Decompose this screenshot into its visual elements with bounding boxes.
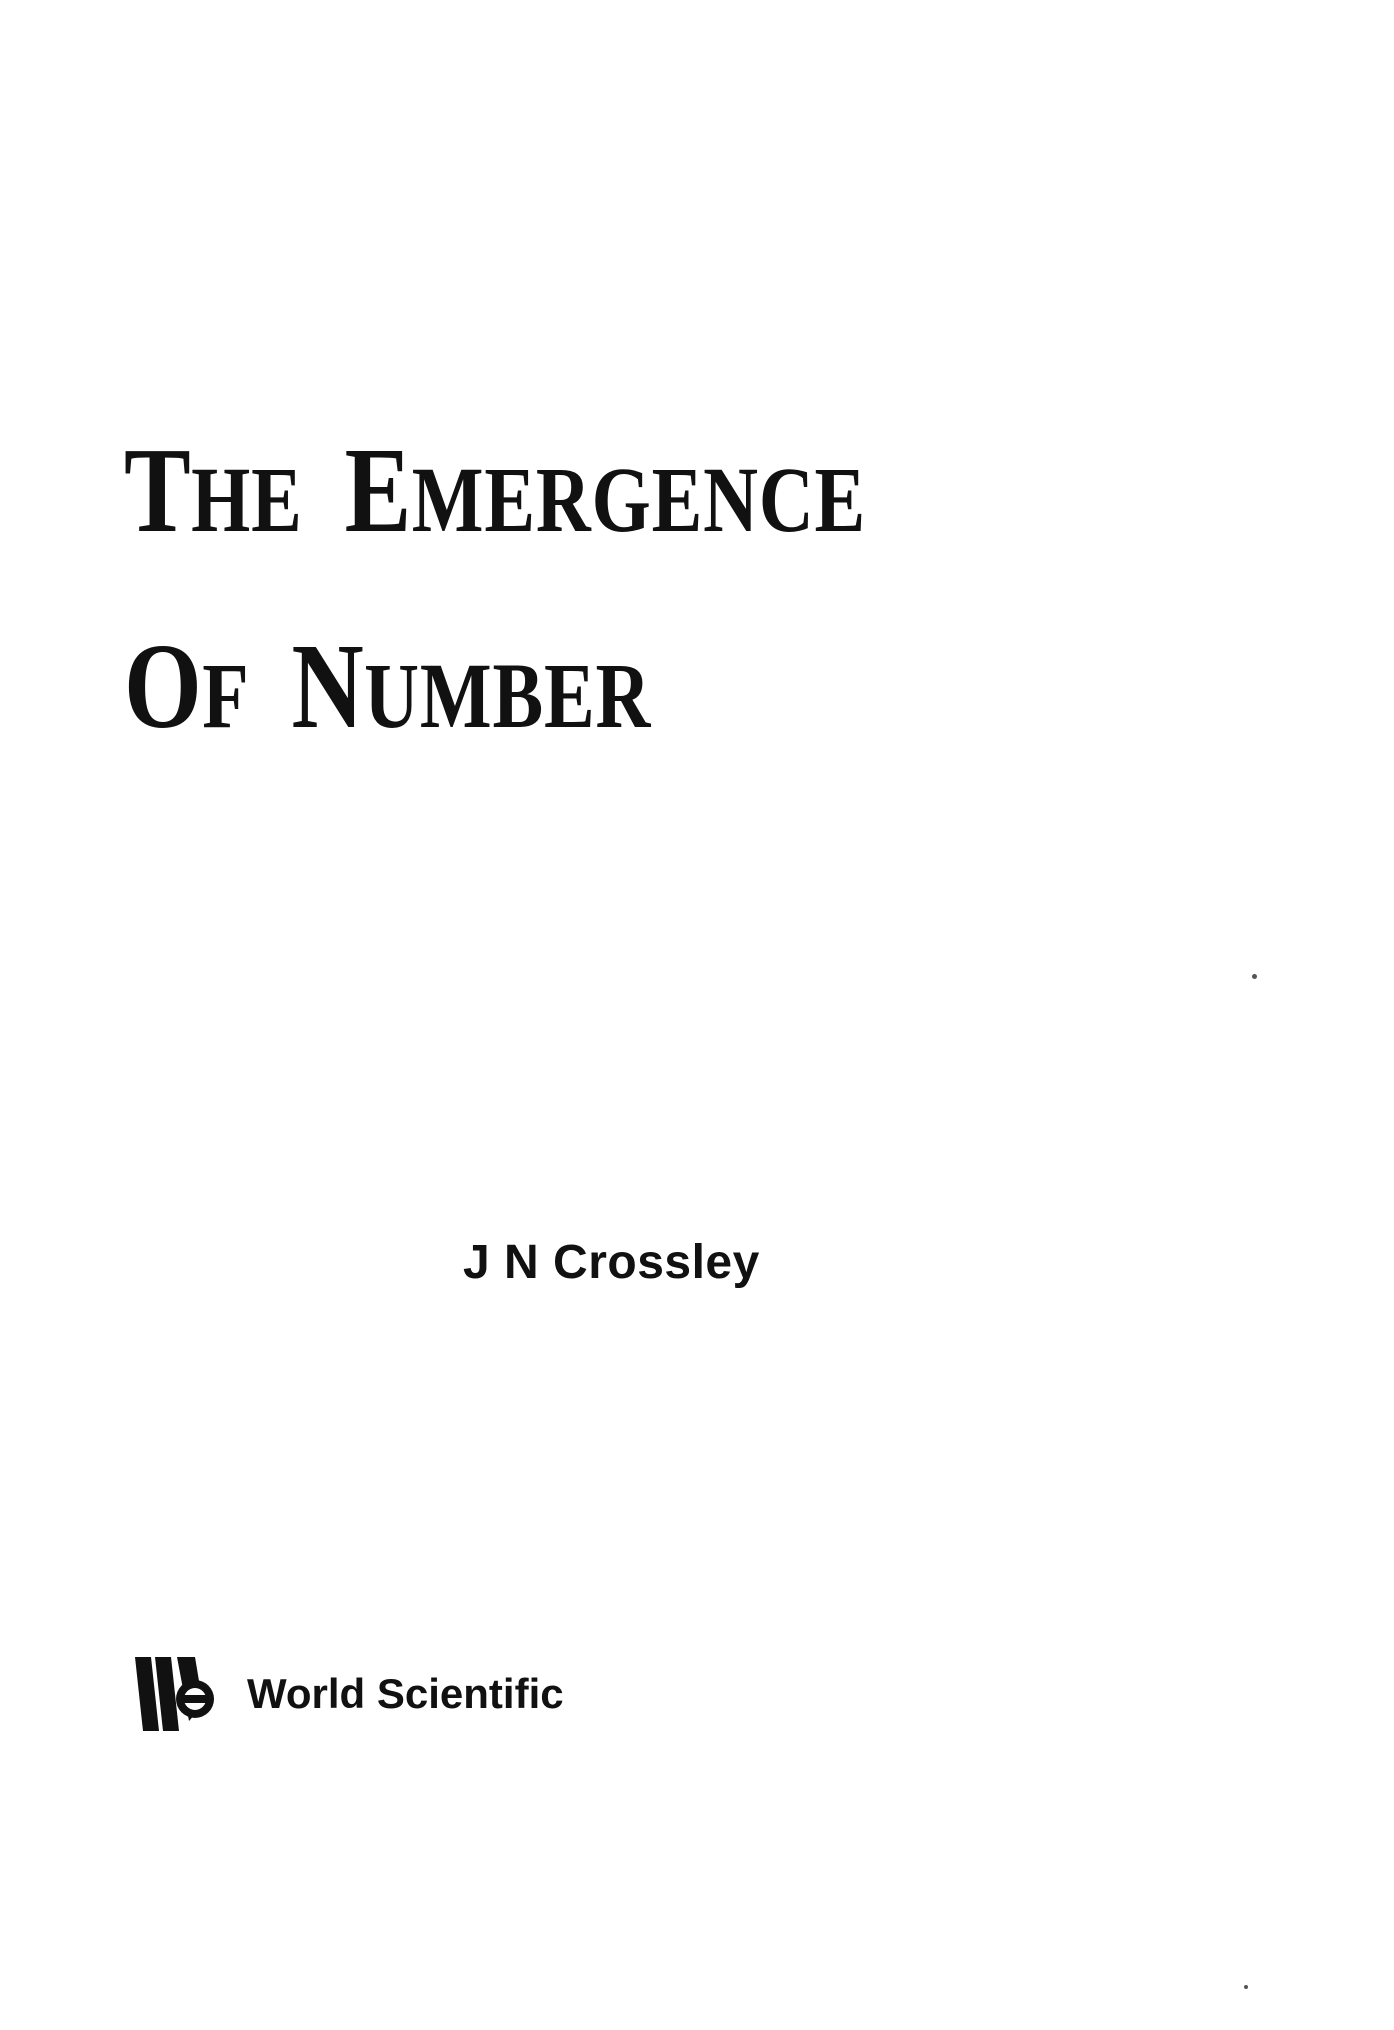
title-word-number: NUMBER	[291, 619, 652, 754]
author-name: J N Crossley	[463, 1236, 760, 1289]
title-word-emergence: EMERGENCE	[344, 423, 867, 558]
publisher-block	[133, 1655, 564, 1733]
scan-speck	[1244, 1985, 1248, 1989]
title-word-the: THE	[124, 423, 303, 558]
publisher-name: World Scientific	[247, 1670, 564, 1717]
title-line-2	[124, 619, 747, 754]
book-title	[124, 423, 884, 754]
title-line-1	[124, 423, 867, 558]
title-word-of: OF	[124, 619, 250, 754]
world-scientific-logo	[133, 1655, 225, 1733]
scan-speck	[1252, 974, 1257, 979]
